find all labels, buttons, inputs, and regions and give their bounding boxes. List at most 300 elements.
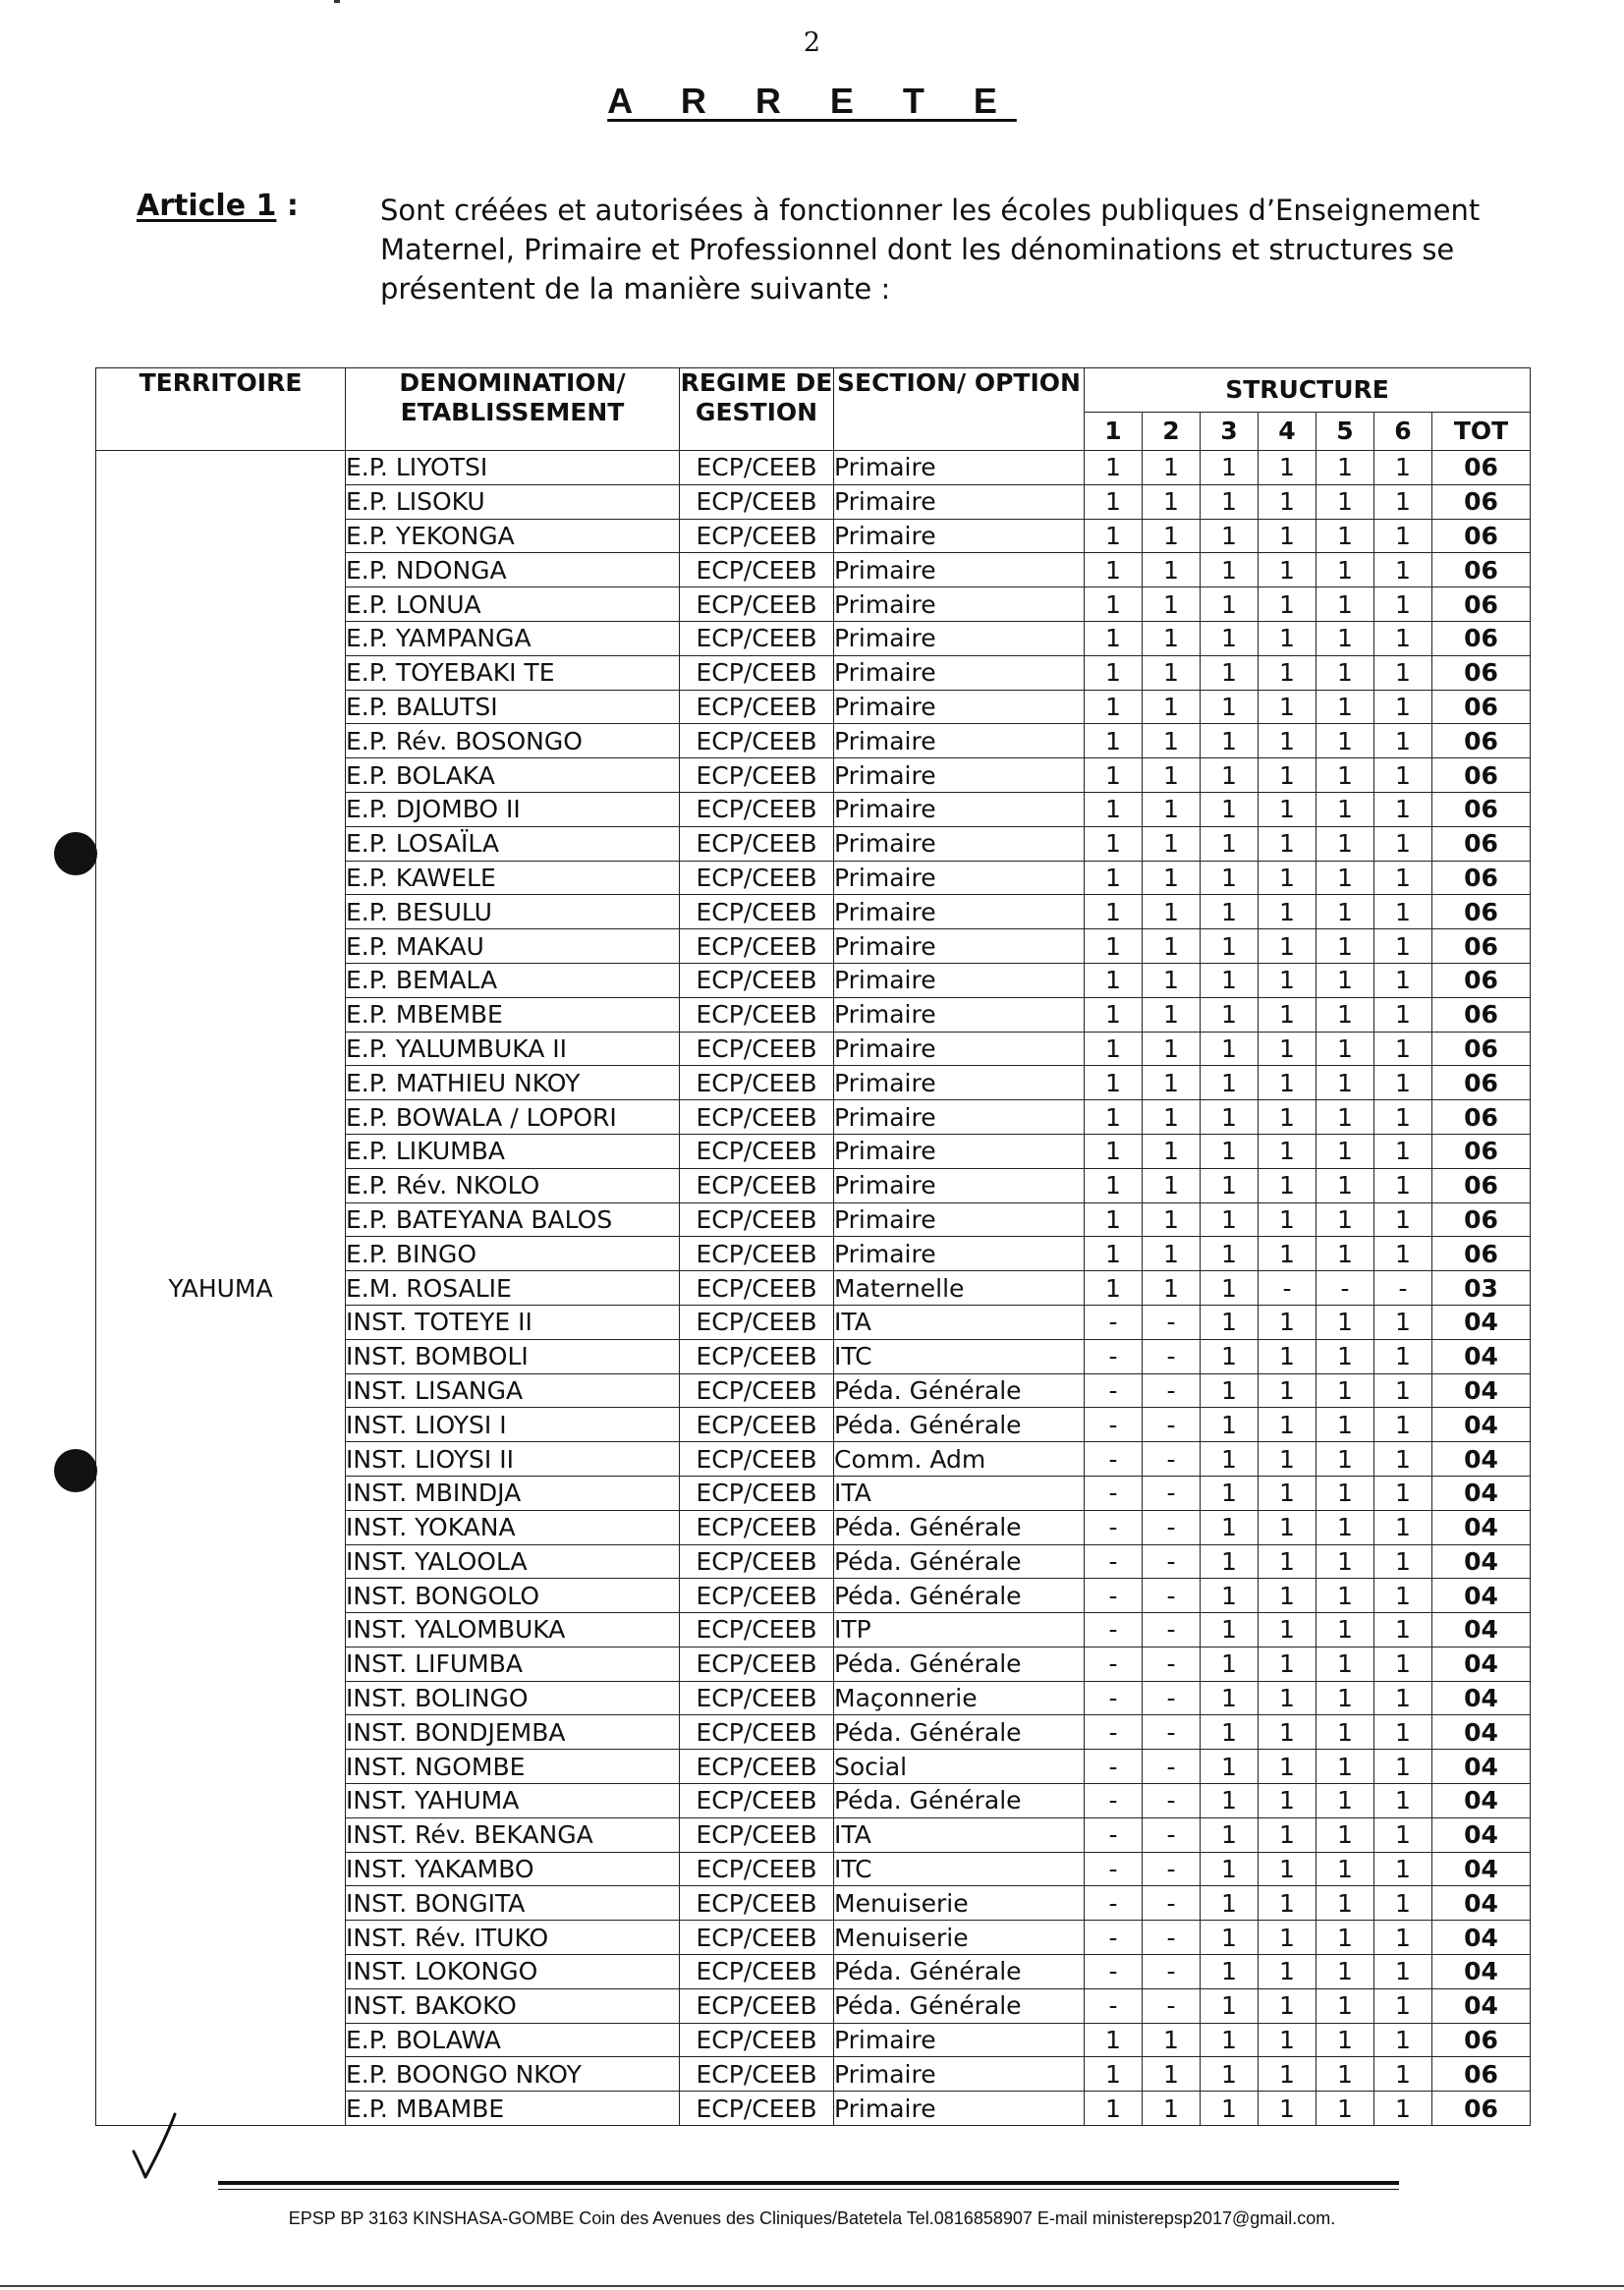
header-section-label: SECTION/ OPTION <box>837 368 1081 397</box>
structure-level-6-cell: 1 <box>1374 1339 1432 1373</box>
structure-level-3-cell: 1 <box>1201 1921 1259 1955</box>
structure-level-2-cell: - <box>1143 1613 1201 1648</box>
structure-level-1-cell: - <box>1085 1339 1143 1373</box>
structure-level-2-cell: 1 <box>1143 1134 1201 1168</box>
header-level-1: 1 <box>1085 413 1143 451</box>
structure-level-4-cell: 1 <box>1259 553 1316 587</box>
structure-level-3-cell: 1 <box>1201 1134 1259 1168</box>
regime-cell: ECP/CEEB <box>680 1032 834 1066</box>
article-text: Sont créées et autorisées à fonctionner les écoles publiques d’Enseignement Maternel, Primaire et Professionnel dont les dénominations et structures se présentent de la manière suivante : <box>380 194 1481 306</box>
structure-level-5-cell: 1 <box>1316 1852 1374 1886</box>
structure-level-4-cell: 1 <box>1259 1955 1316 1989</box>
structure-level-5-cell: 1 <box>1316 1988 1374 2023</box>
school-name-cell: INST. YALOOLA <box>346 1544 680 1579</box>
structure-level-3-cell: 1 <box>1201 1202 1259 1237</box>
section-cell: ITC <box>834 1339 1085 1373</box>
structure-level-4-cell: 1 <box>1259 2092 1316 2126</box>
regime-cell: ECP/CEEB <box>680 1579 834 1613</box>
section-cell: Péda. Générale <box>834 1544 1085 1579</box>
structure-level-1-cell: 1 <box>1085 519 1143 553</box>
structure-level-6-cell: 1 <box>1374 1988 1432 2023</box>
regime-cell: ECP/CEEB <box>680 1613 834 1648</box>
section-cell: ITP <box>834 1613 1085 1648</box>
structure-level-6-cell: 1 <box>1374 1408 1432 1442</box>
section-cell: Primaire <box>834 655 1085 690</box>
school-name-cell: E.P. LISOKU <box>346 484 680 519</box>
structure-level-3-cell: 1 <box>1201 655 1259 690</box>
footer-rule <box>218 2181 1399 2190</box>
structure-level-1-cell: 1 <box>1085 2092 1143 2126</box>
total-cell: 06 <box>1432 1032 1531 1066</box>
structure-level-5-cell: 1 <box>1316 1202 1374 1237</box>
structure-level-4-cell: 1 <box>1259 690 1316 724</box>
header-level-3: 3 <box>1201 413 1259 451</box>
structure-level-3-cell: 1 <box>1201 1784 1259 1818</box>
structure-level-3-cell: 1 <box>1201 1066 1259 1100</box>
structure-level-5-cell: 1 <box>1316 963 1374 997</box>
structure-level-6-cell: 1 <box>1374 519 1432 553</box>
structure-level-4-cell: 1 <box>1259 1988 1316 2023</box>
structure-level-3-cell: 1 <box>1201 1579 1259 1613</box>
footer-address: EPSP BP 3163 KINSHASA-GOMBE Coin des Avenues des Cliniques/Batetela Tel.0816858907 E-mail ministerepsp2017@gmail.com. <box>288 2208 1336 2228</box>
structure-level-4-cell: 1 <box>1259 792 1316 826</box>
school-name-cell: INST. BOMBOLI <box>346 1339 680 1373</box>
section-cell: Primaire <box>834 1237 1085 1271</box>
structure-level-1-cell: 1 <box>1085 1100 1143 1135</box>
structure-level-1-cell: - <box>1085 1442 1143 1477</box>
structure-level-6-cell: 1 <box>1374 1442 1432 1477</box>
table-row <box>96 451 1531 485</box>
structure-level-5-cell: 1 <box>1316 1442 1374 1477</box>
structure-level-6-cell: 1 <box>1374 1886 1432 1921</box>
total-cell: 04 <box>1432 1373 1531 1408</box>
structure-level-6-cell: 1 <box>1374 1921 1432 1955</box>
total-cell: 06 <box>1432 1168 1531 1202</box>
school-name-cell: E.P. LOSAÏLA <box>346 826 680 861</box>
structure-level-6-cell: - <box>1374 1271 1432 1306</box>
structure-level-2-cell: 1 <box>1143 929 1201 964</box>
structure-level-1-cell: - <box>1085 1750 1143 1784</box>
structure-level-2-cell: 1 <box>1143 621 1201 655</box>
section-cell: Primaire <box>834 553 1085 587</box>
total-cell: 06 <box>1432 963 1531 997</box>
total-cell: 04 <box>1432 1408 1531 1442</box>
school-name-cell: E.P. BATEYANA BALOS <box>346 1202 680 1237</box>
section-cell: Menuiserie <box>834 1886 1085 1921</box>
structure-level-5-cell: - <box>1316 1271 1374 1306</box>
structure-level-3-cell: 1 <box>1201 1955 1259 1989</box>
regime-cell: ECP/CEEB <box>680 621 834 655</box>
structure-level-4-cell: 1 <box>1259 1715 1316 1750</box>
section-cell: Primaire <box>834 519 1085 553</box>
total-cell: 06 <box>1432 724 1531 758</box>
structure-level-6-cell: 1 <box>1374 758 1432 793</box>
school-name-cell: E.P. YAMPANGA <box>346 621 680 655</box>
school-name-cell: E.P. LONUA <box>346 587 680 622</box>
structure-level-3-cell: 1 <box>1201 2092 1259 2126</box>
regime-cell: ECP/CEEB <box>680 826 834 861</box>
structure-level-5-cell: 1 <box>1316 895 1374 929</box>
regime-cell: ECP/CEEB <box>680 1784 834 1818</box>
structure-level-4-cell: 1 <box>1259 1886 1316 1921</box>
structure-level-3-cell: 1 <box>1201 1476 1259 1510</box>
structure-level-5-cell: 1 <box>1316 1032 1374 1066</box>
structure-level-5-cell: 1 <box>1316 621 1374 655</box>
school-name-cell: INST. BONGITA <box>346 1886 680 1921</box>
structure-level-3-cell: 1 <box>1201 861 1259 895</box>
section-cell: Primaire <box>834 792 1085 826</box>
total-cell: 04 <box>1432 1750 1531 1784</box>
school-name-cell: E.P. BOLAKA <box>346 758 680 793</box>
schools-table <box>95 367 1531 2126</box>
structure-level-4-cell: 1 <box>1259 826 1316 861</box>
structure-level-1-cell: 1 <box>1085 861 1143 895</box>
school-name-cell: E.P. BALUTSI <box>346 690 680 724</box>
section-cell: Primaire <box>834 826 1085 861</box>
structure-level-5-cell: 1 <box>1316 1579 1374 1613</box>
regime-cell: ECP/CEEB <box>680 2092 834 2126</box>
school-name-cell: INST. BOLINGO <box>346 1681 680 1715</box>
structure-level-3-cell: 1 <box>1201 2023 1259 2057</box>
regime-cell: ECP/CEEB <box>680 1271 834 1306</box>
structure-level-2-cell: 1 <box>1143 690 1201 724</box>
structure-level-6-cell: 1 <box>1374 1544 1432 1579</box>
structure-level-4-cell: 1 <box>1259 1100 1316 1135</box>
structure-level-3-cell: 1 <box>1201 1544 1259 1579</box>
structure-level-5-cell: 1 <box>1316 792 1374 826</box>
structure-level-1-cell: - <box>1085 1784 1143 1818</box>
total-cell: 04 <box>1432 1955 1531 1989</box>
structure-level-3-cell: 1 <box>1201 690 1259 724</box>
structure-level-3-cell: 1 <box>1201 553 1259 587</box>
structure-level-5-cell: 1 <box>1316 1886 1374 1921</box>
structure-level-2-cell: 1 <box>1143 1271 1201 1306</box>
school-name-cell: INST. LISANGA <box>346 1373 680 1408</box>
section-cell: Primaire <box>834 963 1085 997</box>
regime-cell: ECP/CEEB <box>680 1305 834 1339</box>
structure-level-3-cell: 1 <box>1201 451 1259 485</box>
regime-cell: ECP/CEEB <box>680 929 834 964</box>
structure-level-2-cell: - <box>1143 1750 1201 1784</box>
header-regime <box>680 368 834 451</box>
structure-level-6-cell: 1 <box>1374 1647 1432 1681</box>
structure-level-2-cell: 1 <box>1143 2057 1201 2092</box>
punch-hole <box>54 1449 97 1492</box>
school-name-cell: INST. LOKONGO <box>346 1955 680 1989</box>
structure-level-5-cell: 1 <box>1316 519 1374 553</box>
regime-cell: ECP/CEEB <box>680 2057 834 2092</box>
regime-cell: ECP/CEEB <box>680 724 834 758</box>
structure-level-2-cell: - <box>1143 1921 1201 1955</box>
section-cell: Primaire <box>834 484 1085 519</box>
regime-cell: ECP/CEEB <box>680 1510 834 1544</box>
structure-level-5-cell: 1 <box>1316 929 1374 964</box>
structure-level-3-cell: 1 <box>1201 1373 1259 1408</box>
structure-level-6-cell: 1 <box>1374 826 1432 861</box>
section-cell: ITA <box>834 1305 1085 1339</box>
article-label-text: Article 1 <box>137 189 277 223</box>
structure-level-4-cell: 1 <box>1259 1613 1316 1648</box>
structure-level-1-cell: - <box>1085 1408 1143 1442</box>
structure-level-3-cell: 1 <box>1201 1817 1259 1852</box>
page-number: 2 <box>803 28 821 58</box>
total-cell: 06 <box>1432 1202 1531 1237</box>
structure-level-4-cell: 1 <box>1259 1817 1316 1852</box>
section-cell: Péda. Générale <box>834 1715 1085 1750</box>
total-cell: 04 <box>1432 1988 1531 2023</box>
structure-level-5-cell: 1 <box>1316 1100 1374 1135</box>
structure-level-4-cell: 1 <box>1259 895 1316 929</box>
article-label-colon: : <box>286 189 299 223</box>
structure-level-1-cell: 1 <box>1085 1168 1143 1202</box>
structure-level-6-cell: 1 <box>1374 1510 1432 1544</box>
section-cell: Primaire <box>834 861 1085 895</box>
structure-level-5-cell: 1 <box>1316 1476 1374 1510</box>
structure-level-2-cell: - <box>1143 1955 1201 1989</box>
section-cell: Péda. Générale <box>834 1510 1085 1544</box>
section-cell: Primaire <box>834 1100 1085 1135</box>
section-cell: Primaire <box>834 2057 1085 2092</box>
structure-level-3-cell: 1 <box>1201 1715 1259 1750</box>
structure-level-2-cell: - <box>1143 1817 1201 1852</box>
regime-cell: ECP/CEEB <box>680 1339 834 1373</box>
header-level-6: 6 <box>1374 413 1432 451</box>
structure-level-3-cell: 1 <box>1201 1988 1259 2023</box>
structure-level-6-cell: 1 <box>1374 451 1432 485</box>
structure-level-4-cell: - <box>1259 1271 1316 1306</box>
school-name-cell: INST. BONGOLO <box>346 1579 680 1613</box>
structure-level-4-cell: 1 <box>1259 2057 1316 2092</box>
total-cell: 03 <box>1432 1271 1531 1306</box>
structure-level-4-cell: 1 <box>1259 758 1316 793</box>
regime-cell: ECP/CEEB <box>680 1100 834 1135</box>
section-cell: Péda. Générale <box>834 1647 1085 1681</box>
structure-level-6-cell: 1 <box>1374 861 1432 895</box>
scan-artifact <box>0 2285 1624 2287</box>
structure-level-3-cell: 1 <box>1201 1032 1259 1066</box>
structure-level-5-cell: 1 <box>1316 1613 1374 1648</box>
total-cell: 04 <box>1432 1339 1531 1373</box>
structure-level-5-cell: 1 <box>1316 1817 1374 1852</box>
structure-level-3-cell: 1 <box>1201 519 1259 553</box>
structure-level-4-cell: 1 <box>1259 929 1316 964</box>
structure-level-6-cell: 1 <box>1374 1750 1432 1784</box>
total-cell: 06 <box>1432 1066 1531 1100</box>
structure-level-5-cell: 1 <box>1316 1168 1374 1202</box>
structure-level-6-cell: 1 <box>1374 2057 1432 2092</box>
structure-level-1-cell: - <box>1085 1476 1143 1510</box>
structure-level-2-cell: 1 <box>1143 1100 1201 1135</box>
school-name-cell: E.P. BOLAWA <box>346 2023 680 2057</box>
structure-level-2-cell: - <box>1143 1784 1201 1818</box>
header-level-2: 2 <box>1143 413 1201 451</box>
structure-level-2-cell: 1 <box>1143 553 1201 587</box>
school-name-cell: INST. BAKOKO <box>346 1988 680 2023</box>
structure-level-2-cell: - <box>1143 1647 1201 1681</box>
school-name-cell: E.P. YEKONGA <box>346 519 680 553</box>
structure-level-3-cell: 1 <box>1201 1339 1259 1373</box>
total-cell: 04 <box>1432 1681 1531 1715</box>
structure-level-4-cell: 1 <box>1259 1032 1316 1066</box>
punch-hole <box>54 832 97 875</box>
regime-cell: ECP/CEEB <box>680 1852 834 1886</box>
structure-level-1-cell: 1 <box>1085 1237 1143 1271</box>
school-name-cell: E.P. Rév. BOSONGO <box>346 724 680 758</box>
structure-level-2-cell: 1 <box>1143 963 1201 997</box>
regime-cell: ECP/CEEB <box>680 655 834 690</box>
regime-cell: ECP/CEEB <box>680 758 834 793</box>
structure-level-3-cell: 1 <box>1201 484 1259 519</box>
regime-cell: ECP/CEEB <box>680 1715 834 1750</box>
structure-level-5-cell: 1 <box>1316 1955 1374 1989</box>
structure-level-1-cell: - <box>1085 1715 1143 1750</box>
total-cell: 06 <box>1432 690 1531 724</box>
header-denomination <box>346 368 680 451</box>
section-cell: Primaire <box>834 929 1085 964</box>
regime-cell: ECP/CEEB <box>680 451 834 485</box>
total-cell: 06 <box>1432 1100 1531 1135</box>
structure-level-6-cell: 1 <box>1374 929 1432 964</box>
structure-level-6-cell: 1 <box>1374 1032 1432 1066</box>
structure-level-6-cell: 1 <box>1374 690 1432 724</box>
structure-level-4-cell: 1 <box>1259 1202 1316 1237</box>
regime-cell: ECP/CEEB <box>680 1921 834 1955</box>
section-cell: Primaire <box>834 1134 1085 1168</box>
structure-level-3-cell: 1 <box>1201 1852 1259 1886</box>
section-cell: ITA <box>834 1476 1085 1510</box>
school-name-cell: INST. MBINDJA <box>346 1476 680 1510</box>
structure-level-4-cell: 1 <box>1259 1134 1316 1168</box>
structure-level-1-cell: 1 <box>1085 963 1143 997</box>
header-denomination-label: DENOMINATION/ ETABLISSEMENT <box>399 368 626 426</box>
structure-level-2-cell: 1 <box>1143 724 1201 758</box>
structure-level-2-cell: 1 <box>1143 826 1201 861</box>
structure-level-4-cell: 1 <box>1259 1373 1316 1408</box>
total-cell: 04 <box>1432 1544 1531 1579</box>
regime-cell: ECP/CEEB <box>680 553 834 587</box>
school-name-cell: E.P. LIKUMBA <box>346 1134 680 1168</box>
school-name-cell: E.P. LIYOTSI <box>346 451 680 485</box>
structure-level-5-cell: 1 <box>1316 724 1374 758</box>
structure-level-5-cell: 1 <box>1316 1921 1374 1955</box>
structure-level-5-cell: 1 <box>1316 2057 1374 2092</box>
structure-level-4-cell: 1 <box>1259 1647 1316 1681</box>
structure-level-4-cell: 1 <box>1259 861 1316 895</box>
school-name-cell: E.M. ROSALIE <box>346 1271 680 1306</box>
total-cell: 04 <box>1432 1715 1531 1750</box>
school-name-cell: E.P. MAKAU <box>346 929 680 964</box>
total-cell: 04 <box>1432 1476 1531 1510</box>
structure-level-6-cell: 1 <box>1374 553 1432 587</box>
regime-cell: ECP/CEEB <box>680 2023 834 2057</box>
structure-level-5-cell: 1 <box>1316 1715 1374 1750</box>
structure-level-3-cell: 1 <box>1201 1271 1259 1306</box>
structure-level-1-cell: 1 <box>1085 2023 1143 2057</box>
structure-level-6-cell: 1 <box>1374 1955 1432 1989</box>
structure-level-5-cell: 1 <box>1316 1510 1374 1544</box>
structure-level-6-cell: 1 <box>1374 1066 1432 1100</box>
page-title: A R R E T E <box>607 81 1017 121</box>
section-cell: Primaire <box>834 1032 1085 1066</box>
structure-level-5-cell: 1 <box>1316 1647 1374 1681</box>
structure-level-2-cell: - <box>1143 1681 1201 1715</box>
structure-level-6-cell: 1 <box>1374 621 1432 655</box>
regime-cell: ECP/CEEB <box>680 792 834 826</box>
school-name-cell: INST. LIOYSI II <box>346 1442 680 1477</box>
structure-level-2-cell: - <box>1143 1510 1201 1544</box>
section-cell: Primaire <box>834 1202 1085 1237</box>
total-cell: 06 <box>1432 997 1531 1032</box>
total-cell: 06 <box>1432 758 1531 793</box>
structure-level-3-cell: 1 <box>1201 895 1259 929</box>
structure-level-1-cell: - <box>1085 1886 1143 1921</box>
school-name-cell: E.P. NDONGA <box>346 553 680 587</box>
structure-level-1-cell: 1 <box>1085 587 1143 622</box>
structure-level-1-cell: 1 <box>1085 895 1143 929</box>
structure-level-1-cell: 1 <box>1085 621 1143 655</box>
school-name-cell: INST. YOKANA <box>346 1510 680 1544</box>
structure-level-4-cell: 1 <box>1259 1339 1316 1373</box>
structure-level-3-cell: 1 <box>1201 1168 1259 1202</box>
structure-level-5-cell: 1 <box>1316 1305 1374 1339</box>
structure-level-4-cell: 1 <box>1259 1476 1316 1510</box>
regime-cell: ECP/CEEB <box>680 963 834 997</box>
structure-level-2-cell: - <box>1143 1715 1201 1750</box>
structure-level-5-cell: 1 <box>1316 1066 1374 1100</box>
regime-cell: ECP/CEEB <box>680 1886 834 1921</box>
structure-level-6-cell: 1 <box>1374 484 1432 519</box>
structure-level-5-cell: 1 <box>1316 826 1374 861</box>
school-name-cell: E.P. KAWELE <box>346 861 680 895</box>
structure-level-6-cell: 1 <box>1374 895 1432 929</box>
structure-level-5-cell: 1 <box>1316 2092 1374 2126</box>
school-name-cell: E.P. BOWALA / LOPORI <box>346 1100 680 1135</box>
section-cell: Primaire <box>834 1066 1085 1100</box>
structure-level-3-cell: 1 <box>1201 963 1259 997</box>
total-cell: 06 <box>1432 1134 1531 1168</box>
header-territoire: TERRITOIRE <box>96 368 346 451</box>
structure-level-6-cell: 1 <box>1374 1476 1432 1510</box>
structure-level-4-cell: 1 <box>1259 655 1316 690</box>
total-cell: 06 <box>1432 587 1531 622</box>
school-name-cell: E.P. TOYEBAKI TE <box>346 655 680 690</box>
structure-level-6-cell: 1 <box>1374 2092 1432 2126</box>
structure-level-5-cell: 1 <box>1316 1750 1374 1784</box>
structure-level-3-cell: 1 <box>1201 758 1259 793</box>
regime-cell: ECP/CEEB <box>680 519 834 553</box>
structure-level-4-cell: 1 <box>1259 519 1316 553</box>
signature-mark <box>130 2112 179 2181</box>
school-name-cell: E.P. MATHIEU NKOY <box>346 1066 680 1100</box>
structure-level-2-cell: - <box>1143 1544 1201 1579</box>
structure-level-3-cell: 1 <box>1201 2057 1259 2092</box>
structure-level-2-cell: - <box>1143 1852 1201 1886</box>
structure-level-3-cell: 1 <box>1201 1510 1259 1544</box>
structure-level-2-cell: 1 <box>1143 758 1201 793</box>
section-cell: Menuiserie <box>834 1921 1085 1955</box>
section-cell: Primaire <box>834 587 1085 622</box>
structure-level-2-cell: 1 <box>1143 997 1201 1032</box>
structure-level-4-cell: 1 <box>1259 1579 1316 1613</box>
structure-level-2-cell: 1 <box>1143 1237 1201 1271</box>
structure-level-1-cell: 1 <box>1085 655 1143 690</box>
structure-level-5-cell: 1 <box>1316 1408 1374 1442</box>
header-level-4: 4 <box>1259 413 1316 451</box>
section-cell: Primaire <box>834 690 1085 724</box>
structure-level-2-cell: - <box>1143 1579 1201 1613</box>
total-cell: 06 <box>1432 484 1531 519</box>
structure-level-2-cell: 1 <box>1143 792 1201 826</box>
